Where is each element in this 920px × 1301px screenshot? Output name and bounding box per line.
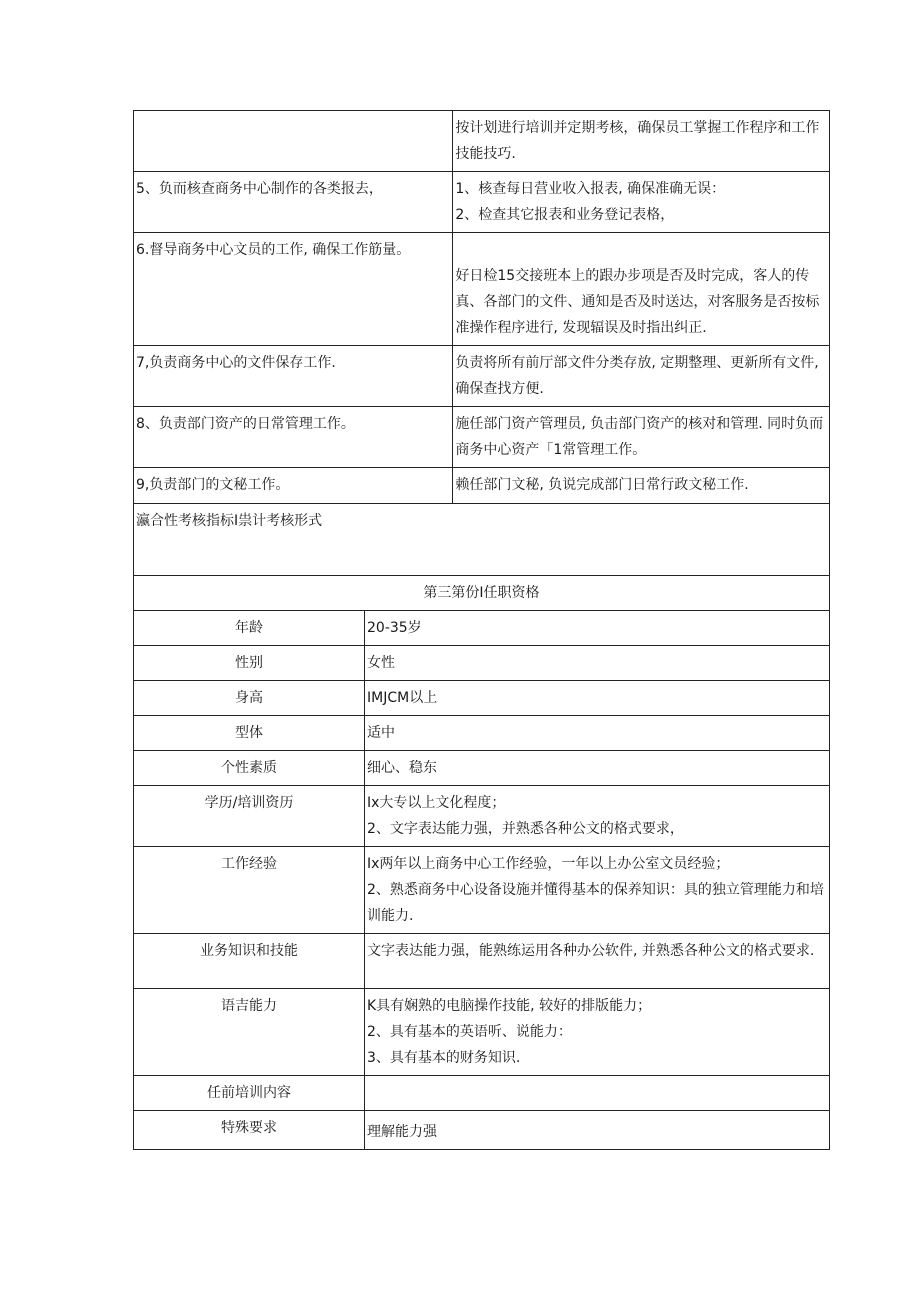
table-row	[134, 989, 830, 1076]
table-row	[134, 716, 830, 751]
table-row	[134, 786, 830, 847]
table-row	[134, 1111, 830, 1150]
assessment-heading-row	[134, 504, 830, 576]
qualifications-heading-row	[134, 576, 830, 611]
qualifications-table	[133, 610, 830, 1150]
duty-cell: 8、负责部门资产的日常管理工作。	[134, 407, 453, 468]
table-row	[134, 646, 830, 681]
table-row	[134, 934, 830, 989]
table-row	[134, 468, 830, 504]
qualification-label: 年龄	[134, 611, 365, 646]
qualification-value	[365, 1076, 830, 1111]
assessment-heading: 瀛合性考核指标I祟计考核形式	[134, 504, 830, 576]
qualification-label: 身高	[134, 681, 365, 716]
qualification-value: 理解能力强	[365, 1111, 830, 1150]
duty-cell: 7,负责商务中心的文件保存工作.	[134, 346, 453, 407]
table-row	[134, 847, 830, 934]
duty-cell: 6.督导商务中心文员的工作, 确保工作筋量。	[134, 233, 453, 346]
table-row	[134, 111, 830, 172]
table-row	[134, 233, 830, 346]
qualification-value: 文字表达能力强，能熟练运用各种办公软件, 并熟悉各种公文的格式要求.	[365, 934, 830, 989]
qualification-value: 适中	[365, 716, 830, 751]
qualification-label: 工作经验	[134, 847, 365, 934]
qualification-value: 20-35岁	[365, 611, 830, 646]
standard-cell: 赖任部门文秘, 负说完成部门日常行政文秘工作.	[453, 468, 830, 504]
duty-cell	[134, 111, 453, 172]
qualification-label: 业务知识和技能	[134, 934, 365, 989]
qualification-label: 特殊要求	[134, 1111, 365, 1150]
qualification-value: Ix两年以上商务中心工作经验，一年以上办公室文员经验； 2、熟悉商务中心设备设施并懂得基本的保养知识：具的独立管理能力和培训能力.	[365, 847, 830, 934]
job-description-document	[133, 110, 830, 1150]
duties-table	[133, 110, 830, 611]
qualification-label: 性别	[134, 646, 365, 681]
qualification-value: IMJCM以上	[365, 681, 830, 716]
standard-cell: 好日检15交接班本上的跟办步项是否及时完成，客人的传真、各部门的文件、通知是否及时送达，对客服务是否按标准操作程序进行, 发现辐误及时指出纠正.	[453, 233, 830, 346]
table-row	[134, 346, 830, 407]
table-row	[134, 751, 830, 786]
qualification-label: 任前培训内容	[134, 1076, 365, 1111]
qualification-value: 女性	[365, 646, 830, 681]
qualification-label: 个性素质	[134, 751, 365, 786]
standard-cell: 按计划进行培训并定期考核，确保员工掌握工作程序和工作技能技巧.	[453, 111, 830, 172]
qualification-label: 型体	[134, 716, 365, 751]
duty-cell: 9,负责部门的文秘工作。	[134, 468, 453, 504]
qualification-value: Ix大专以上文化程度； 2、文字表达能力强，并熟悉各种公文的格式要求，	[365, 786, 830, 847]
standard-cell: 负责将所有前厅部文件分类存放, 定期整理、更新所有文件, 确保查找方便.	[453, 346, 830, 407]
qualification-value: 细心、稳东	[365, 751, 830, 786]
qualification-label: 语吉能力	[134, 989, 365, 1076]
qualifications-heading: 第三第份I任职资格	[134, 576, 830, 611]
qualification-label: 学历/培训资历	[134, 786, 365, 847]
standard-cell: 施任部门资产管理员, 负击部门资产的核对和管理. 同时负而商务中心资产「1常管理工作。	[453, 407, 830, 468]
table-row	[134, 611, 830, 646]
duty-cell: 5、负而核查商务中心制作的各类报去，	[134, 172, 453, 233]
qualification-value: K具有娴熟的电脑操作技能, 较好的排版能力； 2、具有基本的英语听、说能力： 3、具有基本的财务知识.	[365, 989, 830, 1076]
standard-cell: 1、核查每日营业收入报表, 确保准确无误： 2、检查其它报表和业务登记表格，	[453, 172, 830, 233]
table-row	[134, 172, 830, 233]
table-row	[134, 1076, 830, 1111]
table-row	[134, 681, 830, 716]
table-row	[134, 407, 830, 468]
